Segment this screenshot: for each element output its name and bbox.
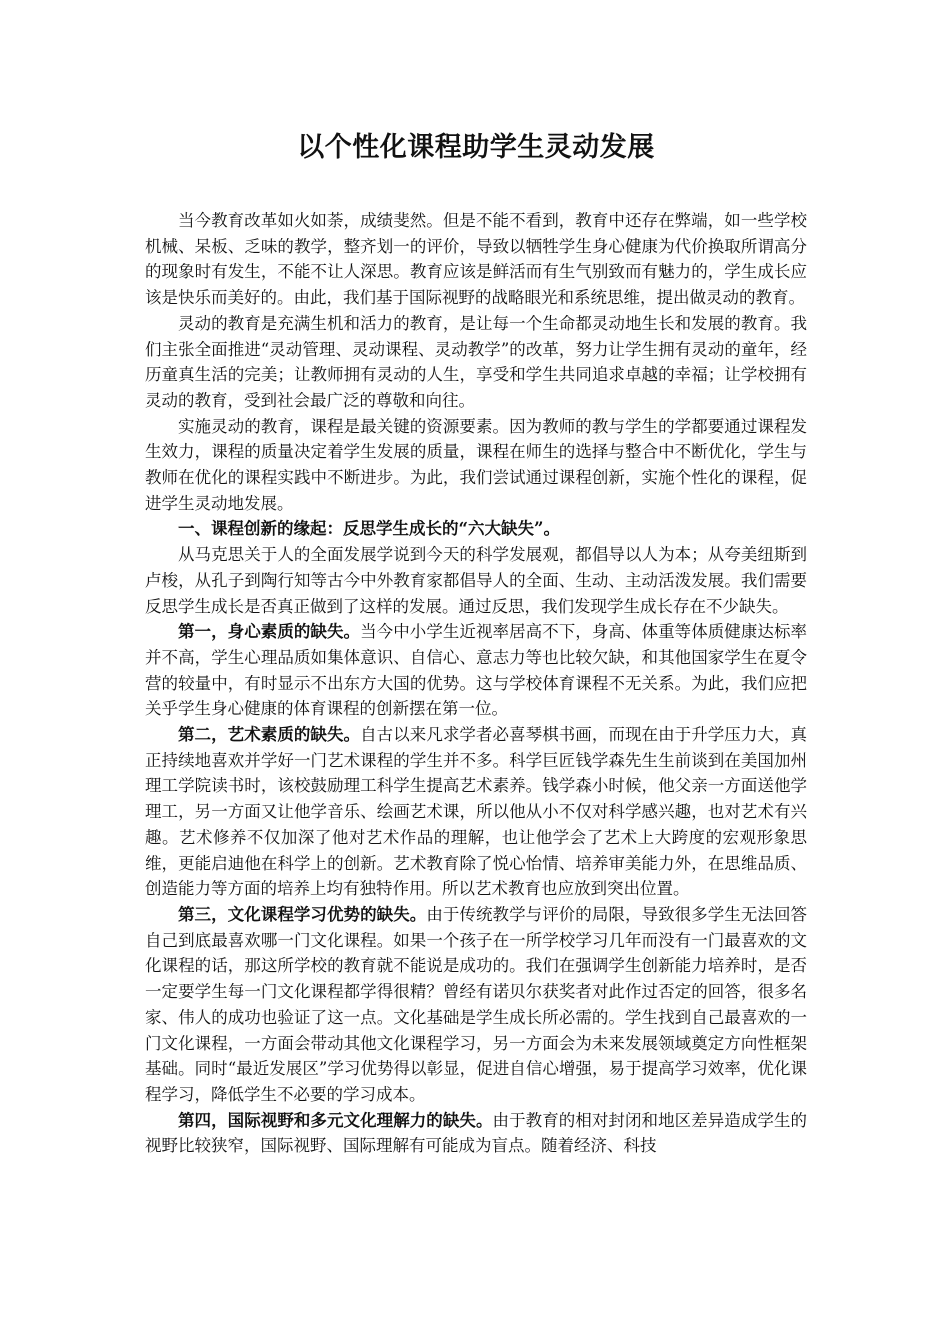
paragraph-fourth-deficit bbox=[145, 1108, 807, 1159]
document-title: 以个性化课程助学生灵动发展 bbox=[297, 132, 655, 163]
paragraph-lingdong-education bbox=[145, 311, 807, 414]
paragraph-first-deficit bbox=[145, 619, 807, 722]
paragraph-text: 从马克思关于人的全面发展学说到今天的科学发展观，都倡导以人为本；从夸美纽斯到卢梭，从孔子到陶行知等古今中外教育家都倡导人的全面、生动、主动活泼发展。我们需要反思学生成长是否真正做到了这样的发展。通过反思，我们发现学生成长存在不少缺失。 bbox=[145, 545, 807, 616]
paragraph-text: 灵动的教育是充满生机和活力的教育，是让每一个生命都灵动地生长和发展的教育。我们主张全面推进“灵动管理、灵动课程、灵动教学”的改革，努力让学生拥有灵动的童年，经历童真生活的完美；让教师拥有灵动的人生，享受和学生共同追求卓越的幸福；让学校拥有灵动的教育，受到社会最广泛的尊敬和向往。 bbox=[145, 313, 807, 410]
section-heading-1: 一、课程创新的缘起：反思学生成长的“六大缺失”。 bbox=[178, 519, 560, 539]
paragraph-lead: 第四，国际视野和多元文化理解力的缺失。 bbox=[178, 1110, 493, 1130]
document-page bbox=[145, 128, 807, 1159]
paragraph-lead: 第三，文化课程学习优势的缺失。 bbox=[178, 904, 427, 924]
paragraph-lead: 第二，艺术素质的缺失。 bbox=[178, 725, 361, 745]
paragraph-lead: 第一，身心素质的缺失。 bbox=[178, 622, 361, 642]
paragraph-text: 当今教育改革如火如荼，成绩斐然。但是不能不看到，教育中还存在弊端，如一些学校机械、呆板、乏味的教学，整齐划一的评价，导致以牺牲学生身心健康为代价换取所谓高分的现象时有发生，不能不让人深思。教育应该是鲜活而有生气别致而有魅力的，学生成长应该是快乐而美好的。由此，我们基于国际视野的战略眼光和系统思维，提出做灵动的教育。 bbox=[145, 211, 807, 308]
paragraph-reflection bbox=[145, 542, 807, 619]
paragraph-text: 当今中小学生近视率居高不下，身高、体重等体质健康达标率并不高，学生心理品质如集体意识、自信心、意志力等也比较欠缺，和其他国家学生在夏令营的较量中，有时显示不出东方大国的优势。这与学校体育课程不无关系。为此，我们应把关乎学生身心健康的体育课程的创新摆在第一位。 bbox=[145, 622, 808, 719]
paragraph-text: 自古以来凡求学者必喜琴棋书画，而现在由于升学压力大，真正持续地喜欢并学好一门艺术课程的学生并不多。科学巨匠钱学森先生生前谈到在美国加州理工学院读书时，该校鼓励理工科学生提高艺术素养。钱学森小时候，他父亲一方面送他学理工，另一方面又让他学音乐、绘画艺术课，所以他从小不仅对科学感兴趣，也对艺术有兴趣。艺术修养不仅加深了他对艺术作品的理解，也让他学会了艺术上大跨度的宏观形象思维，更能启迪他在科学上的创新。艺术教育除了悦心怡情、培养审美能力外，在思维品质、创造能力等方面的培养上均有独特作用。所以艺术教育也应放到突出位置。 bbox=[145, 725, 808, 899]
paragraph-text: 实施灵动的教育，课程是最关键的资源要素。因为教师的教与学生的学都要通过课程发生效力，课程的质量决定着学生发展的质量，课程在师生的选择与整合中不断优化，学生与教师在优化的课程实践中不断进步。为此，我们尝试通过课程创新，实施个性化的课程，促进学生灵动地发展。 bbox=[145, 416, 807, 513]
paragraph-text: 由于传统教学与评价的局限，导致很多学生无法回答自己到底最喜欢哪一门文化课程。如果一个孩子在一所学校学习几年而没有一门最喜欢的文化课程的话，那这所学校的教育就不能说是成功的。我们在强调学生创新能力培养时，是否一定要学生每一门文化课程都学得很精？曾经有诺贝尔获奖者对此作过否定的回答，很多名家、伟人的成功也验证了这一点。文化基础是学生成长所必需的。学生找到自己最喜欢的一门文化课程，一方面会带动其他文化课程学习，另一方面会为未来发展领域奠定方向性框架基础。同时“最近发展区”学习优势得以彰显，促进自信心增强，易于提高学习效率，优化课程学习，降低学生不必要的学习成本。 bbox=[145, 904, 808, 1104]
paragraph-text: 由于教育的相对封闭和地区差异造成学生的视野比较狭窄，国际视野、国际理解有可能成为盲点。随着经济、科技 bbox=[145, 1110, 808, 1156]
paragraph-intro bbox=[145, 208, 807, 311]
paragraph-curriculum-key bbox=[145, 414, 807, 517]
paragraph-second-deficit bbox=[145, 722, 807, 902]
paragraph-third-deficit bbox=[145, 902, 807, 1108]
